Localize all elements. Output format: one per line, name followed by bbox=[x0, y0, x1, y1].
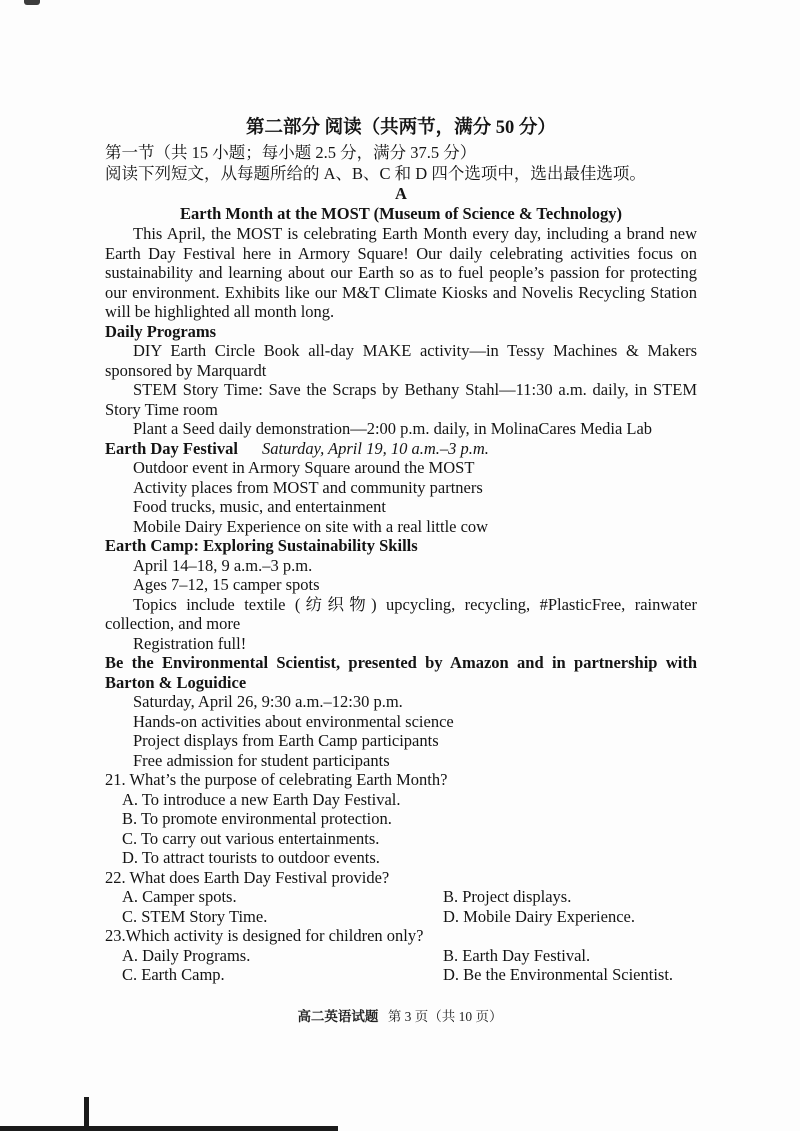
options-grid bbox=[105, 946, 697, 985]
option: C. To carry out various entertainments. bbox=[122, 828, 380, 848]
section-title: 第一节（共 15 小题；每小题 2.5 分，满分 37.5 分） bbox=[105, 143, 477, 162]
earth-day-festival-item: Activity places from MOST and community partners bbox=[133, 477, 483, 497]
scan-artifact-corner bbox=[84, 1097, 89, 1126]
daily-programs-item: DIY Earth Circle Book all-day MAKE activity—in Tessy Machines & Makers sponsored by Marquardt bbox=[105, 341, 697, 380]
question-stem: 21. What’s the purpose of celebrating Earth Month? bbox=[105, 770, 448, 789]
passage-label: A bbox=[395, 184, 407, 203]
earth-camp-item: April 14–18, 9 a.m.–3 p.m. bbox=[133, 555, 313, 575]
question-22 bbox=[105, 868, 697, 927]
env-scientist-item: Saturday, April 26, 9:30 a.m.–12:30 p.m. bbox=[133, 692, 403, 711]
option: C. Earth Camp. bbox=[122, 965, 225, 984]
option: D. To attract tourists to outdoor events. bbox=[122, 848, 380, 867]
earth-camp-item: Topics include textile (纺织物) upcycling, recycling, #PlasticFree, rainwater collection, and more bbox=[105, 594, 697, 633]
option: A. To introduce a new Earth Day Festival. bbox=[122, 789, 401, 809]
earth-day-festival-heading: Earth Day Festival bbox=[105, 438, 238, 458]
question-stem: 22. What does Earth Day Festival provide? bbox=[105, 867, 390, 887]
env-scientist-item: Project displays from Earth Camp participants bbox=[133, 731, 439, 750]
option: B. Project displays. bbox=[443, 887, 572, 906]
earth-day-festival-item: Food trucks, music, and entertainment bbox=[133, 497, 386, 516]
question-stem: 23.Which activity is designed for children only? bbox=[105, 926, 424, 945]
options-grid bbox=[105, 887, 697, 926]
option: D. Mobile Dairy Experience. bbox=[443, 906, 635, 926]
question-23 bbox=[105, 926, 697, 985]
daily-programs-item: Plant a Seed daily demonstration—2:00 p.m. daily, in MolinaCares Media Lab bbox=[133, 419, 653, 438]
option: B. Earth Day Festival. bbox=[443, 945, 591, 965]
footer-page-number: 第 3 页（共 10 页） bbox=[387, 1009, 503, 1024]
daily-programs-item: STEM Story Time: Save the Scraps by Bethany Stahl—11:30 a.m. daily, in STEM Story Time room bbox=[105, 380, 697, 419]
env-scientist-item: Free admission for student participants bbox=[133, 750, 390, 770]
earth-camp-heading: Earth Camp: Exploring Sustainability Skills bbox=[105, 536, 418, 555]
passage-title: Earth Month at the MOST (Museum of Science & Technology) bbox=[180, 204, 622, 223]
daily-programs-heading: Daily Programs bbox=[105, 321, 217, 341]
earth-day-festival-item: Outdoor event in Armory Square around the MOST bbox=[133, 458, 475, 477]
option: A. Camper spots. bbox=[122, 887, 237, 906]
option: D. Be the Environmental Scientist. bbox=[443, 965, 674, 984]
passage-intro: This April, the MOST is celebrating Earth Month every day, including a brand new Earth Day Festival here in Armory Square! Our daily celebrating activities focus on sustainability and learning about our Earth so as to fuel people’s passion for protecting our environment. Exhibits like our M&T Climate Kiosks and Novelis Recycling Station will be highlighted all month long. bbox=[105, 224, 697, 321]
earth-day-festival-heading-line bbox=[105, 439, 697, 459]
instructions: 阅读下列短文，从每题所给的 A、B、C 和 D 四个选项中，选出最佳选项。 bbox=[105, 163, 646, 183]
scan-artifact-bottom bbox=[0, 1126, 338, 1131]
option: B. To promote environmental protection. bbox=[122, 809, 392, 828]
env-scientist-heading: Be the Environmental Scientist, presented by Amazon and in partnership with Barton & Loguidice bbox=[105, 653, 697, 692]
option: C. STEM Story Time. bbox=[122, 906, 268, 926]
scan-artifact-top bbox=[24, 0, 40, 5]
page-content bbox=[105, 116, 697, 985]
page-footer bbox=[0, 1009, 800, 1025]
earth-camp-item: Ages 7–12, 15 camper spots bbox=[133, 575, 320, 594]
part-title: 第二部分 阅读（共两节，满分 50 分） bbox=[246, 118, 556, 138]
earth-day-festival-time: Saturday, April 19, 10 a.m.–3 p.m. bbox=[262, 438, 489, 458]
earth-day-festival-item: Mobile Dairy Experience on site with a real little cow bbox=[133, 516, 489, 536]
question-21 bbox=[105, 770, 697, 868]
footer-doc-title: 高二英语试题 bbox=[297, 1009, 379, 1024]
earth-camp-item: Registration full! bbox=[133, 633, 247, 653]
env-scientist-item: Hands-on activities about environmental science bbox=[133, 711, 454, 731]
option: A. Daily Programs. bbox=[122, 945, 251, 965]
